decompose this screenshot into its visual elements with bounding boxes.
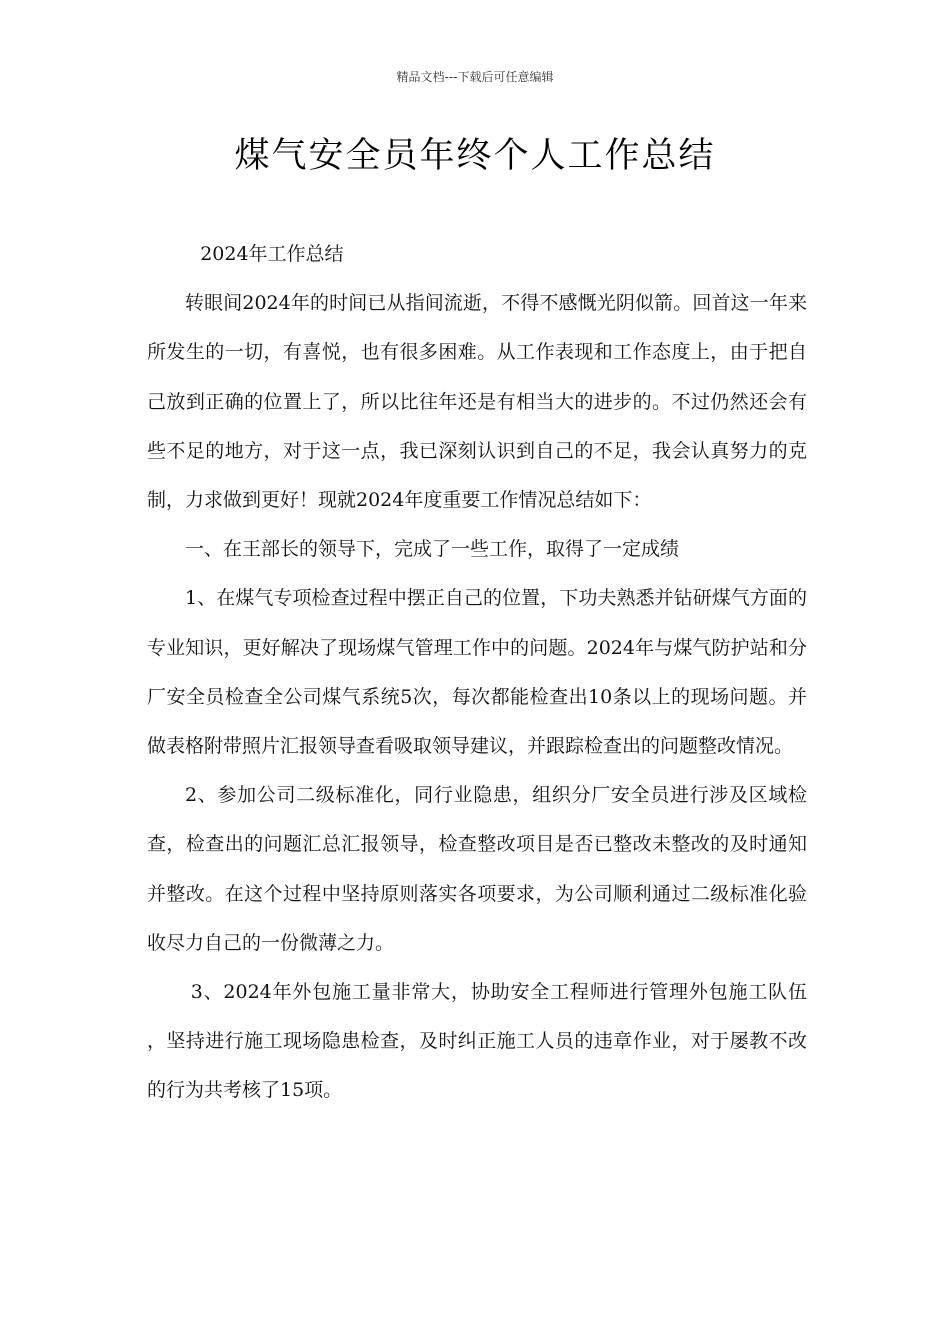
section-heading-year: 2024年工作总结 [200,243,344,265]
header-note: 精品文档---下载后可任意编辑 [396,70,554,84]
item-paragraph-1: 1、在煤气专项检查过程中摆正自己的位置，下功夫熟悉并钻研煤气方面的专业知识，更好解决了现场煤气管理工作中的问题。2024年与煤气防护站和分厂安全员检查全公司煤气系统5次，每次都能检查出10条以上的现场问题。并做表格附带照片汇报领导查看吸取领导建议，并跟踪检查出的问题整改情况。 [147,587,807,758]
item-paragraph-3: 3、2024年外包施工量非常大，协助安全工程师进行管理外包施工队伍 ，坚持进行施工现场隐患检查，及时纠正施工人员的违章作业，对于屡教不改的行为共考核了15项。 [147,981,807,1102]
document-title: 煤气安全员年终个人工作总结 [234,136,716,176]
document-body [147,230,807,1116]
intro-paragraph: 转眼间2024年的时间已从指间流逝，不得不感慨光阴似箭。回首这一年来所发生的一切，有喜悦，也有很多困难。从工作表现和工作态度上，由于把自己放到正确的位置上了，所以比往年还是有相当大的进步的。不过仍然还会有些不足的地方，对于这一点，我已深刻认识到自己的不足，我会认真努力的克制，力求做到更好！现就2024年度重要工作情况总结如下： [147,292,807,512]
section-heading-one: 一、在王部长的领导下，完成了一些工作，取得了一定成绩 [185,538,680,561]
item-paragraph-2: 2、参加公司二级标准化，同行业隐患，组织分厂安全员进行涉及区域检查，检查出的问题汇总汇报领导，检查整改项目是否已整改未整改的及时通知并整改。在这个过程中坚持原则落实各项要求，为公司顺利通过二级标准化验收尽力自己的一份微薄之力。 [147,784,807,954]
